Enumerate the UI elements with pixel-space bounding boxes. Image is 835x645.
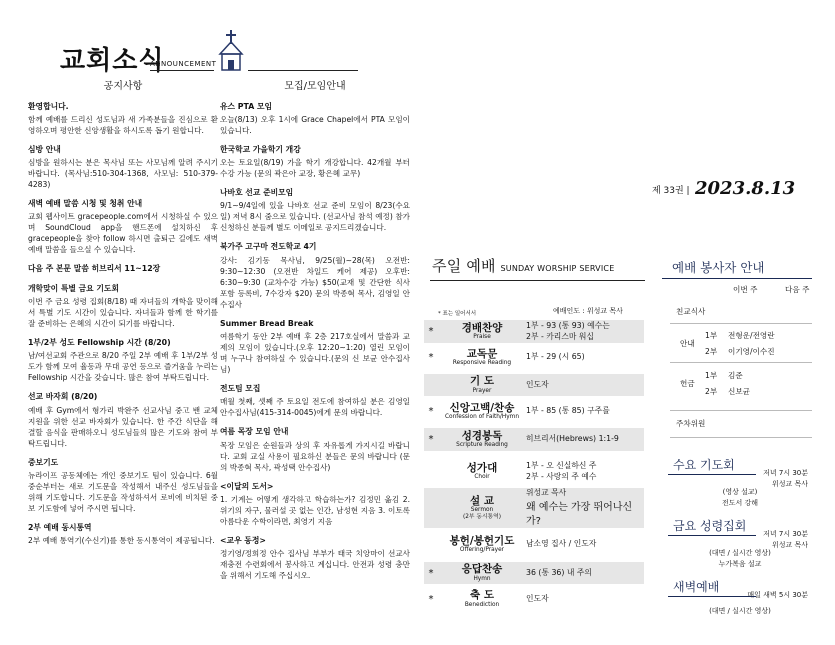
announcements-item [28,337,218,383]
worship-item-ko: 신앙고백/찬송 [449,401,515,414]
announcements-item-title: 선교 바자회 (8/20) [28,392,98,402]
volunteer-divider [670,323,812,324]
worship-item-en: Offering/Prayer [459,547,505,554]
volunteer-group: 주차위원 [676,419,706,428]
service-time: 매일 새벽 5시 30분 [747,591,808,599]
volunteer-part: 1부 [705,331,718,340]
worship-leader: 예배인도 : 위성교 목사 [553,307,623,315]
service-detail: (영상 설교) 전도서 강해 [721,488,759,507]
standing-mark: * [428,406,434,417]
announcements-item-title: 2부 예배 동시통역 [28,522,92,532]
worship-item-detail: 1부 - 오 신실하신 주 2부 - 사랑의 주 예수 [526,460,597,481]
worship-title-ko: 주일 예배 [432,257,496,275]
recruitment-item-title: 북가주 고구마 전도학교 4기 [220,242,317,252]
service-title: 수요 기도회 [673,458,735,472]
worship-item-en: Prayer [472,387,492,394]
worship-item-name [438,431,526,449]
worship-item-name [438,376,526,394]
service-rule [668,474,756,475]
worship-item-name [438,564,526,582]
volunteers-title: 예배 봉사자 안내 [672,260,765,275]
worship-item-en: Sermon (2부 동시통역) [462,507,502,520]
recruitment-item [220,426,410,472]
worship-item-name [438,349,526,367]
announcements-item [28,263,218,274]
recruitment-item [220,241,410,309]
worship-item-ko: 응답찬송 [461,563,503,576]
service-leader: 위성교 목사 [771,480,808,488]
service-detail: (대면 / 실시간 영상) 누가복음 설교 [709,549,771,568]
recruitment-item-body: 1. 기계는 어떻게 생각하고 학습하는가? 김정민 옮김 2. 위기의 자구, 물러설 곳 없는 인간, 남성현 지음 3. 이토록 아름다운 수학이라면, 최영기 지음 [220,494,410,526]
worship-row [424,428,644,451]
issue-number: 제 33권 | [652,186,690,196]
worship-row [424,374,644,396]
announcements-list [28,101,218,547]
issue-date: 2023.8.13 [695,178,796,199]
worship-item-detail: 1부 - 93 (통 93) 예수는 2부 - 카리스마 워십 [526,320,610,341]
recruitment-item-body: 강사: 김기동 목사님, 9/25(월)~28(목) 오전반: 9:30~12:30 (오전반 차일드 케어 제공) 오후반: 6:30~9:30 (교차수강 가능) $50(교재 및 간단한 식사 포함 등록비, 7수강자 $20) 문의 박종혁 목사, 김영일 안수집사 [220,255,410,309]
volunteer-part: 2부 [705,387,718,396]
page-title: 교회소식 [60,46,165,76]
recruitment-item-title: <교우 동정> [220,535,266,545]
worship-item-value [526,461,644,482]
announcements-item-body: 예배 후 Gym에서 형가리 박완주 선교사님 중고 밴 교체 지원을 위한 선교 바자회가 있습니다. 한 주간 식단을 해결할 음식을 판매하오니 성도님들의 많은 기도와 참여 부탁드립니다. [28,405,218,448]
recruitment-item-title: 유스 PTA 모임 [220,101,273,111]
standing-mark: * [428,593,434,605]
announcements-column [28,80,218,554]
volunteer-group: 헌금 [680,379,695,388]
worship-item-value [526,321,644,342]
recruitment-item-body: 목장 모임은 순원들과 상의 후 자유롭게 가지시길 바랍니다. 교회 교실 사용이 필요하신 분들은 문의 바랍니다 (문의 박종혁 목사, 곽성택 안수집사) [220,440,410,472]
volunteers-col-this: 이번 주 [733,285,758,294]
volunteers-col-next: 다음 주 [785,285,810,294]
worship-title [432,255,614,276]
worship-row [424,320,644,343]
recruitment-list [220,101,410,582]
announcements-item-title: 개학맞이 특별 금요 기도회 [28,283,119,293]
standing-mark: * [428,326,434,337]
worship-item-name [438,590,526,608]
worship-item-name [438,496,526,520]
worship-row [424,588,644,610]
recruitment-item-title: Summer Bread Break [220,318,314,328]
service-rule [668,535,756,536]
worship-item-name [438,323,526,341]
worship-item-en: Hymn [473,575,491,582]
announcements-item [28,391,218,448]
recruitment-item-body: 오늘(8/13) 오후 1시에 Grace Chapel에서 PTA 모임이 있습니다. [220,114,410,135]
announcements-item-title: 1부/2부 성도 Fellowship 시간 (8/20) [28,337,171,347]
announcements-item [28,198,218,255]
recruitment-item [220,481,410,527]
standing-note: * 표는 일어서서 [438,311,477,317]
announcements-item-body: 뉴라이프 공동체에는 개인 중보기도 팀이 있습니다. 6월 중순부터는 새로 기도문을 작성해서 내주신 성도님들을 위해 기도합니다. 기도문을 작성하셔서 로비에 비치된 중보 기도함에 넣어 주시면 됩니다. [28,470,218,513]
announcements-item-title: 중보기도 [28,457,59,467]
worship-item-en: Responsive Reading [452,360,512,367]
worship-item-value [526,594,644,605]
volunteer-divider [670,410,812,411]
service-time: 저녁 7시 30분 [763,469,808,477]
worship-item-value [526,488,644,529]
volunteer-name: 전형운/전영란 [728,331,775,340]
recruitment-item-body: 여름학기 동안 2부 예배 후 2층 217호실에서 말씀과 교제의 모임이 있습니다.(오후 12:20~1:20) 열린 모임이며 누구나 참여하실 수 있습니다.(문의 신 보균 안수집사님) [220,331,410,374]
volunteer-name: 김준 [728,371,743,380]
announcements-item-body: 2부 예배 통역기(수신기)를 통한 동시통역이 제공됩니다. [28,536,215,546]
worship-item-value [526,406,644,417]
recruitment-item-title: 전도팀 모집 [220,383,261,393]
announcements-item-body: 이번 주 금요 성령 집회(8/18) 때 자녀들의 개학을 맞이해서 특별 기도 시간이 있습니다. 자녀들과 함께 한 학기를 잘 준비하는 은혜의 시간이 되기를 바랍니다. [28,296,218,328]
worship-item-name [438,463,526,481]
service-leader: 위성교 목사 [771,541,808,549]
worship-item-en: Praise [473,334,491,341]
worship-item-value [526,380,644,391]
worship-item-ko: 성가대 [466,461,498,474]
volunteer-divider [670,362,812,363]
worship-row [424,562,644,584]
worship-row [424,400,644,423]
volunteer-group: 안내 [680,339,695,348]
service-time: 저녁 7시 30분 [763,530,808,538]
worship-item-en: Benediction [464,601,500,608]
worship-item-detail: 1부 - 29 (시 65) [526,352,585,362]
recruitment-item-title: 나바호 선교 준비모임 [220,188,294,198]
announcements-item [28,283,218,329]
volunteer-part: 2부 [705,347,718,356]
recruitment-item [220,144,410,179]
worship-item-en: Confession of Faith/Hymn [445,414,519,421]
volunteer-part: 1부 [705,371,718,380]
church-cross-icon [214,30,248,72]
worship-row [424,346,644,369]
recruitment-item-title: <이달의 도서> [220,481,274,491]
sermon-title: 왜 예수는 가장 뛰어나신가? [526,502,633,527]
worship-rule [430,280,645,281]
recruitment-item-body: 오는 토요일(8/19) 가을 학기 개강합니다. 42개월 부터 수강 가능 (문의 곽은아 교장, 황은혜 교무) [220,158,410,179]
worship-item-ko: 성경봉독 [461,429,503,442]
worship-item-ko: 설 교 [470,494,494,507]
recruitment-item-title: 여름 목장 모임 안내 [220,427,289,437]
announcements-item [28,522,218,546]
announcements-item [28,457,218,514]
worship-row [424,488,644,528]
announcements-item [28,144,218,190]
recruitment-item [220,535,410,581]
recruitment-item [220,318,410,375]
worship-item-ko: 경배찬양 [461,321,503,334]
worship-item-detail: 히브리서(Hebrews) 1:1-9 [526,434,619,444]
standing-mark: * [428,352,434,363]
worship-item-ko: 봉헌/봉헌기도 [449,534,515,547]
recruitment-item [220,383,410,418]
worship-item-name [438,403,526,421]
worship-title-en: SUNDAY WORSHIP SERVICE [500,264,615,273]
standing-mark: * [428,434,434,445]
worship-item-value [526,434,644,445]
title-rule [150,70,214,71]
page-subtitle: ANNOUNCEMENT [150,60,217,68]
worship-item-detail: 위성교 목사 [526,487,567,497]
announcements-item-title: 다음 주 본문 말씀 히브리서 11~12장 [28,264,161,274]
worship-item-ko: 축 도 [470,589,494,602]
recruitment-heading: 모집/모임안내 [284,81,346,92]
recruitment-item [220,101,410,136]
worship-item-value [526,539,644,550]
title-rule-right [248,70,358,71]
recruitment-item [220,187,410,233]
announcements-item-title: 새벽 예배 말씀 시청 및 청취 안내 [28,199,143,209]
service-title: 금요 성령집회 [673,519,747,533]
standing-mark: * [428,567,434,579]
service-title: 새벽예배 [673,580,720,594]
worship-item-detail: 36 (통 36) 내 주의 [526,567,592,577]
service-detail: (대면 / 실시간 영상) [709,607,771,615]
recruitment-item-body: 정기영/정희정 안수 집사님 부부가 태국 치앙마이 선교사 재충전 수련회에서 봉사하고 계십니다. 안전과 성령 충만을 위해서 기도해 주십시오. [220,549,410,581]
worship-row [424,458,644,485]
announcements-item [28,101,218,136]
announcements-item-body: 남/여선교회 주관으로 8/20 주일 2부 예배 후 1부/2부 성도가 함께 모여 율동과 무대 공연 등으로 즐거움을 누리는 Fellowship 시간을 갖습니다. 많은 참여 부탁드립니다. [28,351,218,383]
worship-item-detail: 1부 - 85 (통 85) 구주를 [526,406,610,416]
recruitment-item-body: 매월 첫째, 셋째 주 토요일 전도에 참여하실 분은 김영일 안수집사님(415-314-0045)에게 문의 바랍니다. [220,397,410,418]
volunteer-group: 친교식사 [676,307,706,316]
volunteer-name: 신보균 [728,387,751,396]
announcements-item-title: 환영합니다. [28,101,69,111]
recruitment-item-body: 9/1~9/4일에 있을 나바호 선교 준비 모임이 8/23(수요일) 저녁 8시 줌으로 있습니다. (선교사님 참석 예정) 참가 신청하신 분들께 별도 이메일로 공지드리겠습니다. [220,201,410,233]
announcements-item-body: 교회 웹사이트 gracepeople.com에서 시청하실 수 있으며 SoundCloud app을 핸드폰에 설치하신 후 gracepeople을 찾아 follow 하시면 출퇴근 길에도 새벽예배 말씀을 들으실 수 있습니다. [28,212,218,255]
worship-row [424,532,644,557]
volunteer-divider [670,437,812,438]
worship-item-ko: 기 도 [470,375,494,388]
worship-item-value [526,352,644,363]
worship-item-value [526,568,644,579]
worship-item-ko: 교독문 [466,347,498,360]
worship-item-en: Scripture Reading [456,442,508,449]
worship-item-detail: 남소영 집사 / 인도자 [526,539,597,549]
worship-item-detail: 인도자 [526,593,549,603]
recruitment-item-title: 한국학교 가을학기 개강 [220,144,301,154]
volunteer-name: 이기영/이수진 [728,347,775,356]
worship-item-detail: 인도자 [526,379,549,389]
recruitment-column [220,80,410,589]
announcements-item-body: 심방을 원하시는 분은 목사님 또는 사모님께 알려 주시기 바랍니다. (목사님:510-304-1368, 사모님: 510-379-4283) [28,158,218,190]
volunteers-rule [662,278,812,279]
announcements-item-body: 함께 예배를 드리신 성도님과 새 가족분들을 진심으로 환영하오며 평안한 신앙생활을 하시도록 돕기 원합니다. [28,114,218,135]
announcements-item-title: 심방 안내 [28,144,61,154]
announcements-heading: 공지사항 [103,81,143,92]
service-rule [668,596,756,597]
worship-item-en: Choir [474,474,490,481]
worship-item-name [438,536,526,554]
